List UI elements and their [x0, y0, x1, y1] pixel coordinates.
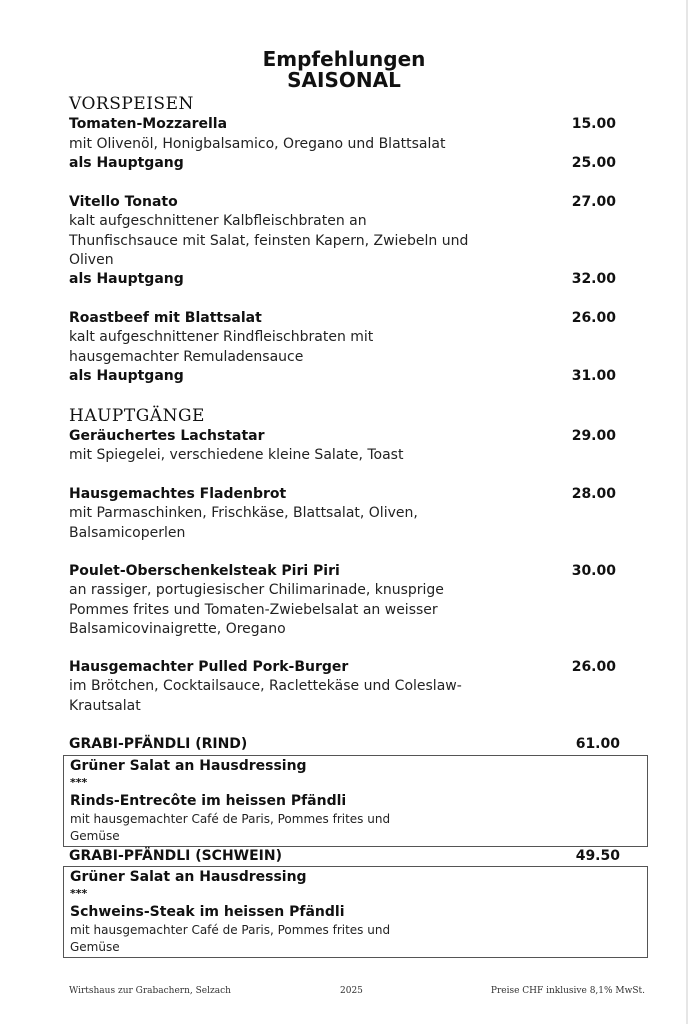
- item-description: kalt aufgeschnittener Kalbfleischbraten an Thunfischsauce mit Salat, feinsten Kapern, Zwiebeln und Oliven: [69, 213, 469, 268]
- item-main-course-price: 32.00: [571, 271, 616, 287]
- item-price: 30.00: [571, 563, 616, 579]
- item-name: Geräuchertes Lachstatar: [69, 428, 265, 444]
- footer-year: 2025: [340, 986, 363, 996]
- item-description: mit Parmaschinken, Frischkäse, Blattsalat, Oliven, Balsamicoperlen: [69, 505, 418, 541]
- grabi-main: Schweins-Steak im heissen Pfändli: [70, 904, 345, 920]
- grabi-price-rind: 61.00: [575, 736, 620, 752]
- item-price: 29.00: [571, 428, 616, 444]
- item-main-course-label: als Hauptgang: [69, 271, 184, 287]
- grabi-separator: ***: [70, 776, 88, 789]
- item-price: 28.00: [571, 486, 616, 502]
- item-main-course-price: 25.00: [571, 155, 616, 171]
- grabi-heading-schwein: GRABI-PFÄNDLI (SCHWEIN): [69, 848, 282, 864]
- item-description: kalt aufgeschnittener Rindfleischbraten mit hausgemachter Remuladensauce: [69, 329, 374, 365]
- item-price: 26.00: [571, 659, 616, 675]
- item-price: 15.00: [571, 116, 616, 132]
- item-main-course-label: als Hauptgang: [69, 155, 184, 171]
- item-name: Vitello Tonato: [69, 194, 178, 210]
- section-heading-vorspeisen: VORSPEISEN: [69, 94, 194, 114]
- item-price: 27.00: [571, 194, 616, 210]
- grabi-heading-rind: GRABI-PFÄNDLI (RIND): [69, 736, 248, 752]
- item-name: Tomaten-Mozzarella: [69, 116, 228, 132]
- item-description: mit Olivenöl, Honigbalsamico, Oregano und Blattsalat: [69, 136, 446, 152]
- item-name: Roastbeef mit Blattsalat: [69, 310, 262, 326]
- item-name: Hausgemachter Pulled Pork-Burger: [69, 659, 349, 675]
- grabi-description: mit hausgemachter Café de Paris, Pommes frites und Gemüse: [70, 923, 391, 954]
- item-name: Poulet-Oberschenkelsteak Piri Piri: [69, 563, 340, 579]
- grabi-price-schwein: 49.50: [575, 848, 620, 864]
- grabi-menu-box-rind: [63, 755, 648, 847]
- grabi-menu-box-schwein: [63, 866, 648, 958]
- footer-price-note: Preise CHF inklusive 8,1% MwSt.: [490, 986, 645, 996]
- item-description: mit Spiegelei, verschiedene kleine Salate, Toast: [69, 447, 404, 463]
- grabi-main: Rinds-Entrecôte im heissen Pfändli: [70, 793, 347, 809]
- page-subtitle: SAISONAL: [287, 68, 401, 92]
- grabi-starter: Grüner Salat an Hausdressing: [70, 758, 307, 774]
- grabi-separator: ***: [70, 887, 88, 900]
- item-name: Hausgemachtes Fladenbrot: [69, 486, 287, 502]
- item-main-course-price: 31.00: [571, 368, 616, 384]
- item-description: im Brötchen, Cocktailsauce, Raclettekäse und Coleslaw-Krautsalat: [69, 678, 462, 714]
- footer-restaurant-name: Wirtshaus zur Grabachern, Selzach: [69, 986, 231, 996]
- page-title: Empfehlungen: [262, 47, 426, 71]
- item-description: an rassiger, portugiesischer Chilimarinade, knusprige Pommes frites und Tomaten-Zwiebelsalat an weisser Balsamicovinaigrette, Oregano: [69, 582, 444, 637]
- grabi-description: mit hausgemachter Café de Paris, Pommes frites und Gemüse: [70, 812, 391, 843]
- section-heading-hauptgaenge: HAUPTGÄNGE: [69, 406, 205, 426]
- grabi-starter: Grüner Salat an Hausdressing: [70, 869, 307, 885]
- item-price: 26.00: [571, 310, 616, 326]
- item-main-course-label: als Hauptgang: [69, 368, 184, 384]
